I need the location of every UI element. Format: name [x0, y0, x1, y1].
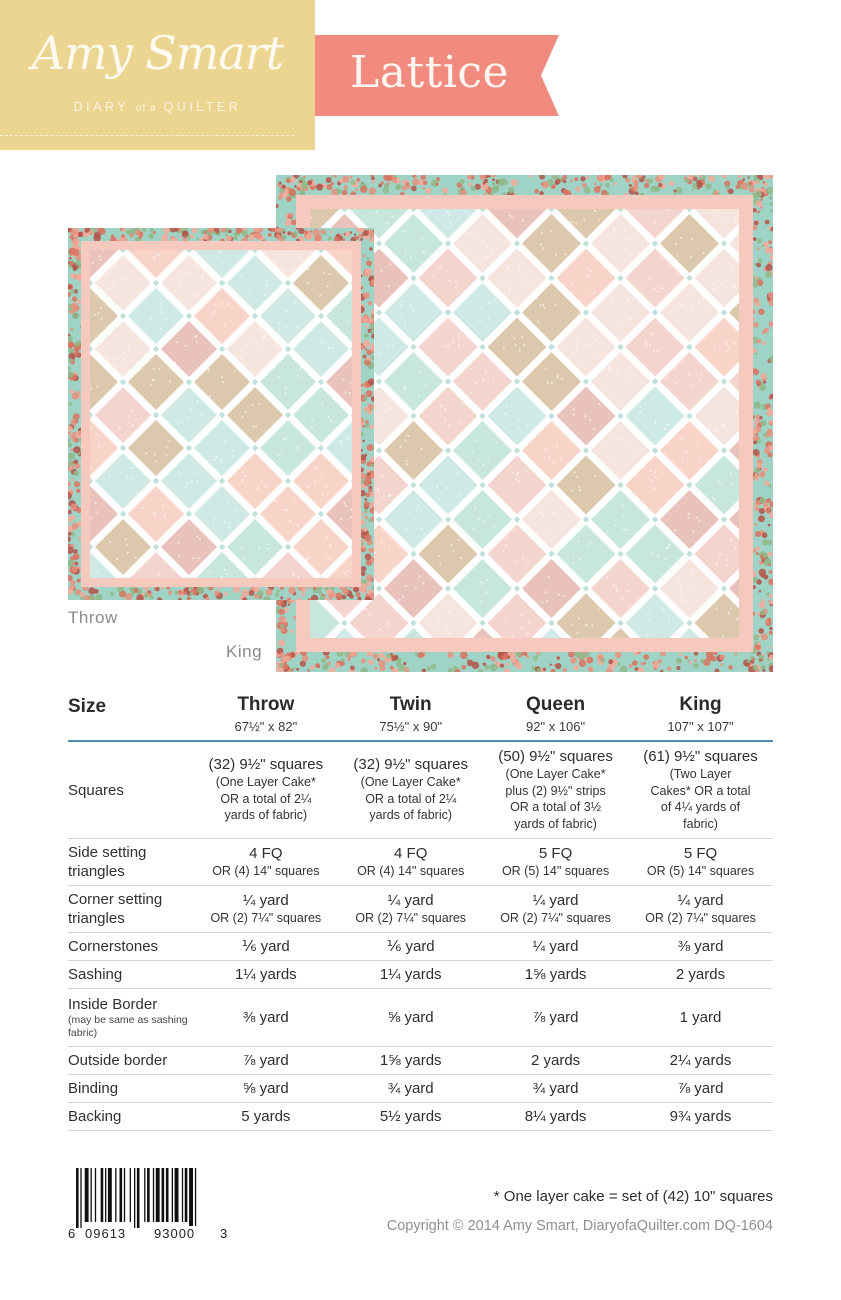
cell-sub-value: OR (2) 7¼" squares	[210, 910, 322, 925]
cell-main-value: ⅝ yard	[242, 1079, 289, 1097]
row-label	[68, 933, 193, 961]
row-label-text: Binding	[68, 1080, 119, 1097]
table-cell	[483, 741, 628, 839]
row-label-text: Inside Border	[68, 996, 158, 1013]
cell-sub-value: OR (4) 14" squares	[357, 863, 465, 878]
table-row	[68, 933, 773, 961]
cell-main-value: ¼ yard	[242, 891, 289, 909]
cell-main-value: ¼ yard	[532, 937, 579, 955]
table-cell	[338, 1075, 483, 1103]
cell-sub-value: OR (2) 7¼" squares	[645, 910, 756, 925]
column-name: Queen	[526, 694, 586, 715]
table-cell	[483, 1047, 628, 1075]
cell-main-value: 5 yards	[241, 1107, 291, 1125]
row-label	[68, 741, 193, 839]
column-header-queen	[483, 694, 628, 741]
cell-sub-value: (Two Layer Cakes* OR a total of 4¼ yards of fabric)	[650, 767, 751, 831]
cell-main-value: (50) 9½" squares	[498, 748, 613, 765]
cell-main-value: ⅞ yard	[532, 1008, 579, 1026]
table-cell	[628, 1047, 773, 1075]
brand-tagline	[0, 100, 315, 114]
table-cell	[628, 839, 773, 886]
cell-main-value: 5½ yards	[379, 1107, 442, 1125]
row-label-text: Sashing	[68, 966, 123, 983]
table-cell	[338, 1047, 483, 1075]
cell-main-value: ¾ yard	[387, 1079, 434, 1097]
table-row	[68, 989, 773, 1047]
cell-main-value: ¼ yard	[677, 891, 724, 909]
table-row	[68, 741, 773, 839]
row-label	[68, 886, 193, 933]
cell-main-value: 5 FQ	[538, 844, 573, 862]
column-name: King	[679, 694, 722, 715]
table-row	[68, 1103, 773, 1131]
column-dimensions: 92" x 106"	[526, 719, 586, 734]
table-cell	[338, 961, 483, 989]
cell-main-value: 1¼ yards	[234, 965, 297, 983]
table-cell	[193, 1075, 338, 1103]
table-cell	[338, 741, 483, 839]
cell-main-value: (32) 9½" squares	[208, 756, 324, 774]
cell-sub-value: OR (2) 7¼" squares	[500, 910, 611, 925]
brand-logo-block	[0, 0, 315, 150]
table-cell	[193, 839, 338, 886]
table-cell	[628, 961, 773, 989]
cell-main-value: ⅞ yard	[242, 1051, 289, 1069]
table-cell	[338, 1103, 483, 1131]
table-header-row	[68, 694, 773, 741]
size-header: Size	[68, 694, 193, 741]
row-label-text: Outside border	[68, 1052, 168, 1069]
king-label: King	[226, 642, 263, 661]
row-label-text: Backing	[68, 1108, 122, 1125]
cell-sub-value: (One Layer Cake* plus (2) 9½" strips OR a total of 3½ yards of fabric)	[505, 767, 606, 831]
cell-sub-value: OR (2) 7¼" squares	[355, 910, 467, 925]
table-cell	[628, 933, 773, 961]
cell-sub-value: OR (4) 14" squares	[212, 863, 320, 878]
row-label	[68, 989, 193, 1047]
table-cell	[483, 933, 628, 961]
cell-main-value: 2 yards	[675, 965, 726, 983]
cell-main-value: 9¾ yards	[669, 1107, 732, 1125]
table-row	[68, 839, 773, 886]
table-cell	[628, 741, 773, 839]
brand-name: Amy Smart	[31, 26, 284, 80]
table-body	[68, 741, 773, 1131]
table-cell	[483, 839, 628, 886]
table-cell	[193, 741, 338, 839]
table-cell	[483, 1103, 628, 1131]
tagline-diary: DIARY	[73, 100, 129, 114]
table-cell	[338, 886, 483, 933]
barcode-bars	[68, 1168, 230, 1228]
cell-main-value: ⅞ yard	[677, 1079, 724, 1097]
cell-sub-value: (One Layer Cake* OR a total of 2¼ yards of fabric)	[215, 775, 316, 823]
row-label-text: Corner setting triangles	[68, 891, 163, 927]
fabric-requirements-table	[68, 694, 773, 1131]
cell-main-value: 2 yards	[530, 1051, 581, 1069]
throw-quilt-image	[68, 228, 374, 600]
table-row	[68, 961, 773, 989]
cell-main-value: ⅙ yard	[241, 937, 290, 955]
table-cell	[628, 1075, 773, 1103]
table-cell	[483, 1075, 628, 1103]
table-row	[68, 1047, 773, 1075]
throw-label: Throw	[68, 608, 118, 627]
table-cell	[628, 1103, 773, 1131]
table-cell	[193, 933, 338, 961]
table-cell	[193, 1103, 338, 1131]
row-label-note: (may be same as sashing fabric)	[68, 1014, 188, 1039]
cell-sub-value: OR (5) 14" squares	[646, 863, 755, 878]
row-label-text: Side setting triangles	[68, 844, 147, 880]
barcode-digit-check: 3	[220, 1226, 228, 1241]
table-cell	[193, 961, 338, 989]
copyright-notice: Copyright © 2014 Amy Smart, DiaryofaQuilter.com DQ-1604	[386, 1218, 773, 1234]
cell-main-value: 4 FQ	[394, 844, 428, 862]
table-cell	[338, 989, 483, 1047]
column-dimensions: 67½" x 82"	[234, 719, 298, 734]
table-cell	[338, 839, 483, 886]
table-row	[68, 1075, 773, 1103]
column-dimensions: 107" x 107"	[667, 719, 734, 734]
table-cell	[483, 989, 628, 1047]
cell-sub-value: (One Layer Cake* OR a total of 2¼ yards of fabric)	[360, 775, 461, 823]
column-dimensions: 75½" x 90"	[379, 719, 443, 734]
tagline-of-a: of a	[135, 103, 157, 114]
row-label	[68, 1103, 193, 1131]
column-name: Twin	[389, 694, 432, 715]
table-cell	[483, 886, 628, 933]
cell-main-value: 1⅝ yards	[524, 965, 587, 983]
column-name: Throw	[237, 694, 295, 715]
tagline-quilter: QUILTER	[163, 100, 242, 114]
table-cell	[628, 989, 773, 1047]
cell-main-value: 1⅝ yards	[379, 1051, 442, 1069]
cell-main-value: 2¼ yards	[669, 1051, 732, 1069]
cell-main-value: (61) 9½" squares	[643, 748, 758, 765]
stitch-divider	[0, 135, 294, 136]
throw-quilt-illustration	[68, 228, 374, 600]
table-cell	[338, 933, 483, 961]
cell-main-value: ⅝ yard	[387, 1008, 434, 1026]
cell-main-value: ¼ yard	[387, 891, 434, 909]
table-cell	[483, 961, 628, 989]
barcode-digit-first: 6	[68, 1226, 76, 1241]
title-banner	[315, 35, 559, 116]
cell-main-value: 1 yard	[679, 1008, 722, 1026]
column-header-throw	[193, 694, 338, 741]
barcode-digits-left: 09613	[85, 1226, 127, 1241]
cell-main-value: (32) 9½" squares	[353, 756, 468, 774]
cell-main-value: 5 FQ	[683, 844, 718, 862]
cell-main-value: 4 FQ	[249, 844, 283, 862]
row-label-text: Cornerstones	[68, 938, 159, 955]
row-label	[68, 1047, 193, 1075]
table-cell	[193, 886, 338, 933]
column-header-twin	[338, 694, 483, 741]
cell-main-value: ⅙ yard	[386, 937, 435, 955]
table-cell	[193, 989, 338, 1047]
column-header-king	[628, 694, 773, 741]
cell-main-value: ⅜ yard	[677, 937, 724, 955]
barcode-digits-right: 93000	[154, 1226, 196, 1241]
table-cell	[193, 1047, 338, 1075]
layer-cake-footnote: * One layer cake = set of (42) 10" squares	[493, 1188, 773, 1205]
cell-main-value: 8¼ yards	[524, 1107, 587, 1125]
cell-main-value: ⅜ yard	[242, 1008, 289, 1026]
row-label	[68, 839, 193, 886]
row-label	[68, 961, 193, 989]
row-label-text: Squares	[68, 781, 124, 799]
table-row	[68, 886, 773, 933]
table-cell	[628, 886, 773, 933]
cell-sub-value: OR (5) 14" squares	[501, 863, 610, 878]
cell-main-value: ¼ yard	[532, 891, 579, 909]
cell-main-value: 1¼ yards	[379, 965, 442, 983]
row-label	[68, 1075, 193, 1103]
pattern-title: Lattice	[350, 47, 510, 98]
cell-main-value: ¾ yard	[532, 1079, 579, 1097]
